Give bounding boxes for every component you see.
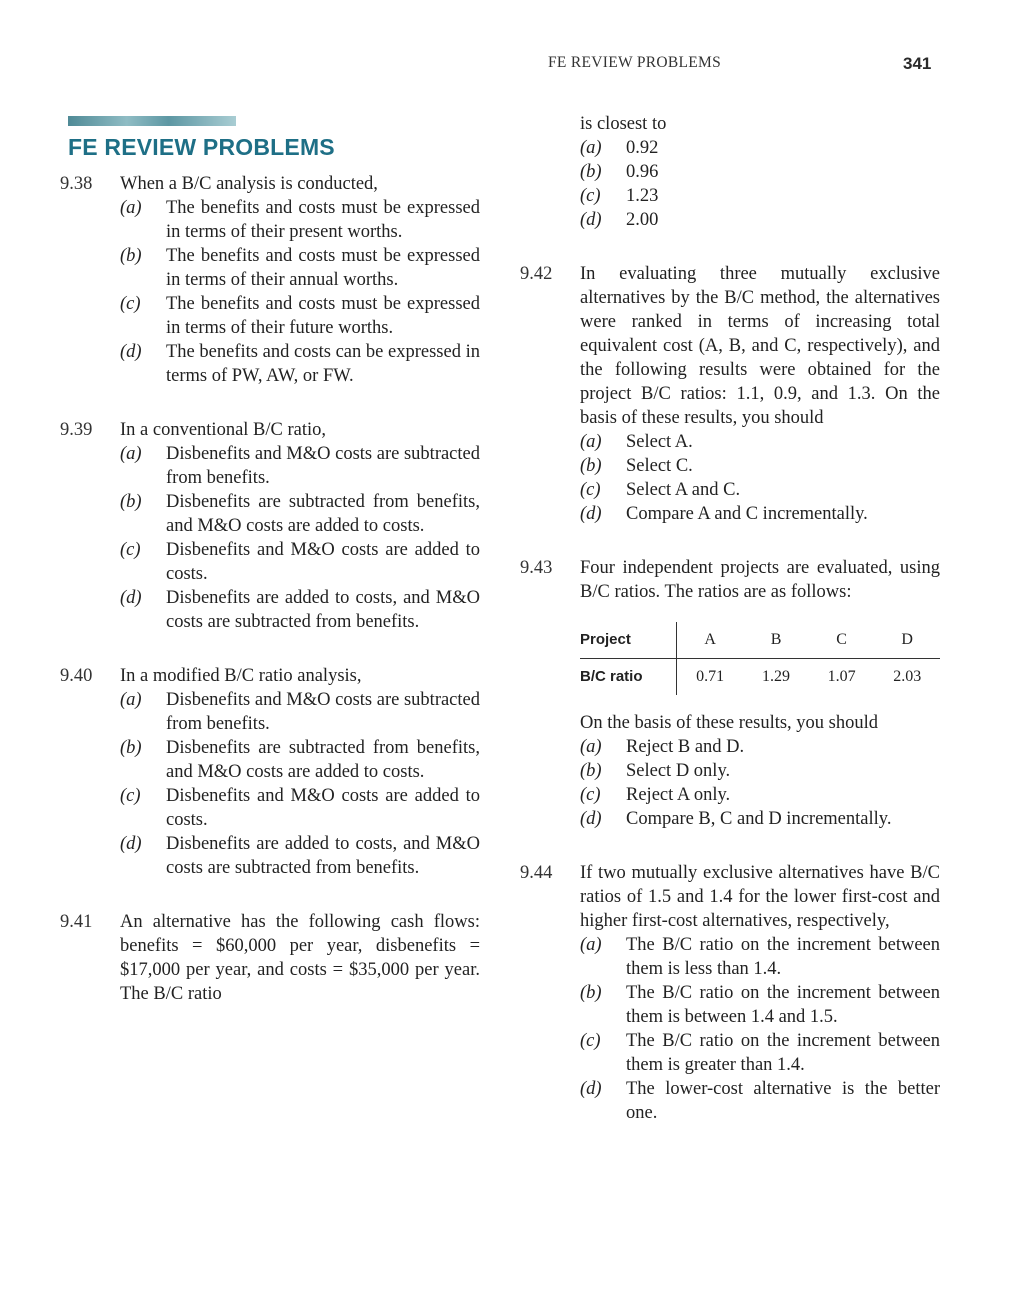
option-label: (d) [120,342,142,362]
option-d [580,502,940,526]
problem-9-43 [520,556,940,831]
problem-9-39 [60,418,480,634]
option-label: (d) [580,809,602,829]
option-a [120,196,480,244]
option-text: Select D only. [626,761,731,781]
option-text: Select A. [626,432,693,452]
page-number: 341 [903,54,932,73]
problem-9-40 [60,664,480,880]
problem-9-41 [60,910,480,1006]
option-text: The B/C ratio on the increment between them is less than 1.4. [626,935,940,979]
option-b [580,759,940,783]
option-c [580,184,940,208]
option-text: The benefits and costs must be expressed in terms of their present worths. [166,198,480,242]
problem-number: 9.41 [60,912,93,932]
option-label: (b) [580,983,602,1003]
option-label: (b) [120,492,142,512]
problem-9-42 [520,262,940,526]
table-cell: A [677,622,744,659]
table-cell: 1.29 [762,668,791,685]
section-title: FE REVIEW PROBLEMS [68,134,335,160]
option-text: Reject A only. [626,785,731,805]
option-label: (d) [580,210,602,230]
option-text: The B/C ratio on the increment between them is between 1.4 and 1.5. [626,983,940,1027]
option-label: (d) [120,588,142,608]
option-text: Disbenefits and M&O costs are added to costs. [166,540,480,584]
option-text: Disbenefits and M&O costs are subtracted from benefits. [166,444,480,488]
option-a [580,735,940,759]
option-a [580,136,940,160]
option-text: Disbenefits are added to costs, and M&O costs are subtracted from benefits. [166,834,480,878]
option-label: (c) [580,480,601,500]
option-text: 0.96 [626,162,659,182]
problem-number: 9.38 [60,174,93,194]
option-b [120,490,480,538]
option-label: (a) [580,935,602,955]
table-cell: 2.03 [893,668,922,685]
table-row [580,659,940,696]
option-label: (c) [580,186,601,206]
problem-stem-continued: is closest to [580,114,667,134]
option-text: Reject B and D. [626,737,745,757]
option-label: (b) [580,456,602,476]
option-a [120,688,480,736]
option-label: (a) [120,690,142,710]
right-column [520,112,940,1155]
problem-number: 9.43 [520,558,553,578]
option-text: Select C. [626,456,693,476]
option-label: (a) [580,432,602,452]
option-a [580,430,940,454]
problem-number: 9.42 [520,264,553,284]
option-d [120,832,480,880]
option-b [120,244,480,292]
option-c [580,1029,940,1077]
option-text: Compare B, C and D incrementally. [626,809,892,829]
option-label: (c) [580,785,601,805]
option-b [580,454,940,478]
option-label: (d) [580,1079,602,1099]
left-column [60,172,480,1036]
table-cell: B [743,622,809,659]
problem-number: 9.39 [60,420,93,440]
problem-9-41-continued [520,112,940,232]
option-text: The benefits and costs must be expressed in terms of their annual worths. [166,246,480,290]
option-d [580,807,940,831]
problem-number: 9.40 [60,666,93,686]
option-label: (d) [580,504,602,524]
problem-stem: In a conventional B/C ratio, [120,420,327,440]
option-label: (a) [120,198,142,218]
option-text: 2.00 [626,210,659,230]
option-a [120,442,480,490]
option-b [580,981,940,1029]
option-text: Disbenefits are subtracted from benefits, and M&O costs are added to costs. [166,492,480,536]
option-label: (a) [580,737,602,757]
option-label: (d) [120,834,142,854]
table-row-label: Project [580,622,677,659]
option-text: The benefits and costs must be expressed in terms of their future worths. [166,294,480,338]
option-c [120,292,480,340]
option-d [580,1077,940,1125]
option-d [120,340,480,388]
option-c [120,784,480,832]
table-cell: 1.07 [827,668,856,685]
option-label: (b) [120,246,142,266]
option-label: (c) [120,786,141,806]
bc-ratio-table [580,622,940,695]
option-label: (c) [120,294,141,314]
option-text: Disbenefits are subtracted from benefits, and M&O costs are added to costs. [166,738,480,782]
option-c [580,478,940,502]
option-text: The lower-cost alternative is the better one. [626,1079,940,1123]
option-text: Disbenefits and M&O costs are added to costs. [166,786,480,830]
problem-9-44 [520,861,940,1125]
option-b [120,736,480,784]
option-label: (b) [120,738,142,758]
problem-stem: Four independent projects are evaluated, using B/C ratios. The ratios are as follows: [580,558,940,602]
problem-9-38 [60,172,480,388]
table-cell: C [809,622,875,659]
option-label: (a) [580,138,602,158]
problem-stem: In evaluating three mutually exclusive alternatives by the B/C method, the alternatives were ranked in terms of increasing total equivalent cost (A, B, and C, respectively), and the following results were obtained for the project B/C ratios: 1.1, 0.9, and 1.3. On the basis of these results, you should [580,264,940,428]
option-c [580,783,940,807]
option-b [580,160,940,184]
option-label: (b) [580,162,602,182]
table-row-label: B/C ratio [580,659,677,696]
option-text: 1.23 [626,186,659,206]
table-row [580,622,940,659]
option-d [120,586,480,634]
section-bar [68,116,236,126]
table-cell: D [874,622,940,659]
option-label: (a) [120,444,142,464]
option-text: Disbenefits are added to costs, and M&O costs are subtracted from benefits. [166,588,480,632]
table-cell: 0.71 [696,668,725,685]
option-label: (b) [580,761,602,781]
option-text: Select A and C. [626,480,741,500]
running-head: FE REVIEW PROBLEMS [548,54,722,71]
option-text: The benefits and costs can be expressed in terms of PW, AW, or FW. [166,342,480,386]
problem-stem: In a modified B/C ratio analysis, [120,666,362,686]
problem-number: 9.44 [520,863,553,883]
option-a [580,933,940,981]
option-text: Compare A and C incrementally. [626,504,868,524]
option-text: 0.92 [626,138,659,158]
problem-stem: An alternative has the following cash flows: benefits = $60,000 per year, disbenefits = $17,000 per year, and costs = $35,000 per year. The B/C ratio [120,912,480,1004]
option-c [120,538,480,586]
problem-stem: When a B/C analysis is conducted, [120,174,378,194]
problem-stem-after-table: On the basis of these results, you should [580,713,879,733]
option-label: (c) [120,540,141,560]
option-text: Disbenefits and M&O costs are subtracted from benefits. [166,690,480,734]
option-label: (c) [580,1031,601,1051]
option-text: The B/C ratio on the increment between them is greater than 1.4. [626,1031,940,1075]
option-d [580,208,940,232]
problem-stem: If two mutually exclusive alternatives have B/C ratios of 1.5 and 1.4 for the lower first-cost and higher first-cost alternatives, respectively, [580,863,940,931]
